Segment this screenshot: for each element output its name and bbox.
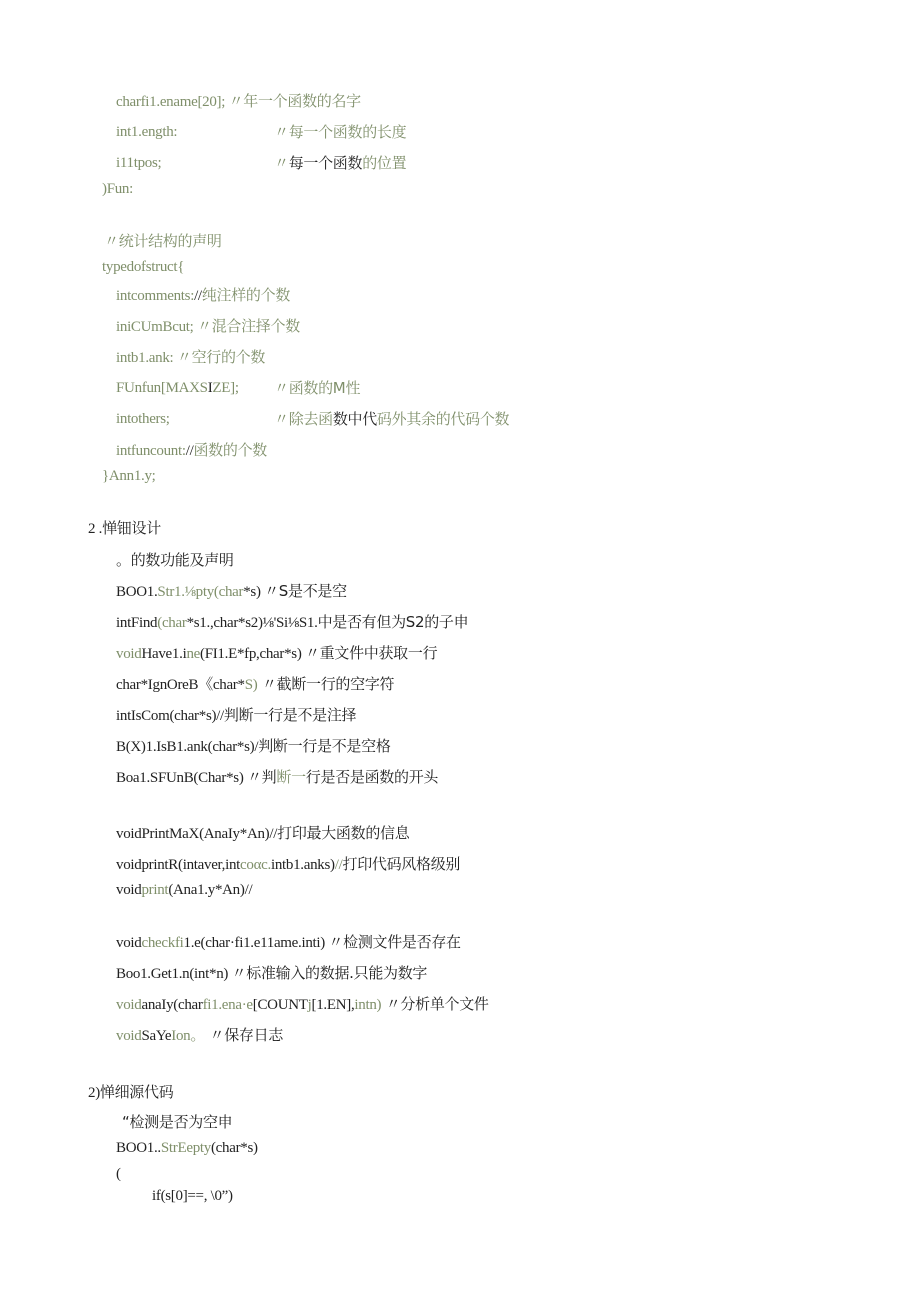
text-segment: 〃空行的个数 [176,348,266,366]
text-line [116,767,438,788]
text-line [88,518,161,539]
text-line [116,1138,258,1158]
text-segment: 中是否有但为S2的子申 [317,613,469,631]
text-line [274,409,509,430]
text-line [116,409,170,429]
text-line [116,963,427,984]
text-line [116,1164,121,1184]
text-segment: // [185,443,194,459]
text-segment: B(X)1.IsB1.ank(char*s)/ [116,739,259,755]
text-segment: 纯注样的个数 [201,286,291,304]
text-segment: // [194,288,202,304]
text-segment: FUnfun[MAXS [116,380,208,396]
text-line [116,674,394,695]
text-segment: Boo1.Get1.n(int*n) [116,966,232,982]
text-segment: 〃 [274,154,289,172]
text-segment: *s1.,char*s2)⅛'Si⅛S1. [186,615,318,631]
text-segment: charfi1.ename[20]; [116,94,229,110]
text-segment: I [207,380,213,396]
text-segment: 〃判 [246,768,277,786]
text-line [116,880,252,900]
text-segment: intIsCom(char*s)// [116,708,224,724]
text-segment: ZE]; [212,380,239,396]
text-segment: print [141,882,169,898]
text-segment: (char*s) [210,1140,258,1156]
text-segment: }Ann1.y; [102,468,156,484]
text-segment: 〃保存日志 [205,1026,284,1044]
text-segment: 〃每一个函数的长度 [274,123,407,141]
text-segment: anaIy(char [141,997,203,1013]
text-segment: Boa1.SFUnB(Char*s) [116,770,247,786]
text-segment: j [307,997,312,1013]
text-segment: 断一 [276,768,306,786]
text-line [104,231,222,252]
text-segment: intn) [354,997,382,1013]
text-segment: 〃截断一行的空字符 [257,675,395,693]
text-line [116,378,239,398]
text-line [122,1112,232,1133]
text-segment: 惮细源代码 [99,1083,174,1101]
text-segment: 〃除去函 [274,410,333,428]
text-line [116,316,300,337]
text-line [116,550,234,571]
text-segment: 〃重文件中获取一行 [304,644,438,662]
text-line [274,153,406,174]
text-segment: “检测是否为空申 [122,1113,233,1131]
text-segment: if(s[0]==, \0”) [152,1188,233,1204]
text-segment: 行是否是函数的开头 [305,768,439,786]
text-segment: 〃年一个函数的名字 [228,92,361,110]
text-line [152,1186,233,1206]
text-segment: 2 . [88,521,103,537]
text-segment: 码外其余的代码个数 [376,410,510,428]
text-segment: (FI1.E*fp,char*s) [200,646,305,662]
text-segment: intfuncount: [116,443,186,459]
text-line [274,122,406,143]
text-segment: 〃混合注择个数 [197,317,300,335]
text-line [116,440,267,461]
text-line [116,994,489,1015]
text-line [102,179,133,199]
text-line [116,736,391,757]
text-segment: 函数的个数 [193,441,267,459]
text-line [88,1082,173,1103]
text-segment: 1.e(char·fi1.e11ame.inti) [183,935,329,951]
text-segment: 〃标准输入的数据.只能为数字 [231,964,428,982]
text-line [116,91,361,112]
text-segment: 的位置 [362,154,407,172]
text-segment: fi1.ena·e [202,997,253,1013]
text-segment: 数中代 [332,410,377,428]
text-line [116,122,177,142]
text-segment: 打印代码风格级别 [342,855,461,873]
text-segment: ne [186,646,200,662]
text-segment: Str1.⅛pty(char [157,584,244,600]
text-segment: typedofstruct{ [102,259,185,275]
text-segment: intb1.anks) [270,857,335,873]
text-segment: *s) [243,584,265,600]
text-line [116,643,437,664]
text-segment: intcomments: [116,288,195,304]
text-segment: 判断一行是不是空格 [258,737,391,755]
text-segment: StrEepty [160,1140,211,1156]
text-segment: void [116,646,142,662]
text-segment: voidPrintMaX(AnaIy*An)// [116,826,278,842]
text-line [102,466,156,486]
text-segment: 〃函数的M性 [274,379,361,397]
text-line [274,378,360,399]
text-segment: 打印最大函数的信息 [277,824,410,842]
text-segment: 惮钿设计 [102,519,161,537]
text-segment: voidprintR(intaver,int [116,857,241,873]
text-segment: 2) [88,1085,100,1101]
text-line [116,612,468,633]
text-line [116,581,347,602]
text-segment: 〃S是不是空 [264,582,347,600]
text-line [116,153,161,173]
text-segment: 〃统计结构的声明 [104,232,222,250]
text-segment: i11tpos; [116,155,162,171]
text-segment: void [116,882,142,898]
text-segment: [1.EN], [311,997,355,1013]
text-segment: (char [157,615,187,631]
text-line [116,347,265,368]
text-segment: void [116,1028,142,1044]
text-segment: iniCUmBcut; [116,319,197,335]
text-segment: 〃检测文件是否存在 [328,933,461,951]
text-segment: SaYe [141,1028,172,1044]
text-line [116,1025,283,1046]
text-segment: coαc. [240,857,271,873]
text-segment: BOO1. [116,584,158,600]
text-line [116,823,409,844]
text-segment: Ion。 [171,1028,206,1044]
text-segment: intb1.ank: [116,350,177,366]
text-line [116,854,460,875]
text-segment: )Fun: [102,181,134,197]
text-segment: 每一个函数 [288,154,363,172]
text-segment: 判断一行是不是注择 [223,706,357,724]
text-segment: intFind [116,615,158,631]
text-segment: S) [244,677,258,693]
text-segment: char*IgnOreB《char* [116,677,245,693]
text-line [116,932,461,953]
text-segment: 。的数功能及声明 [116,551,234,569]
text-segment: BOO1.. [116,1140,161,1156]
text-segment: void [116,997,142,1013]
text-segment: checkfi [141,935,184,951]
text-line [116,705,356,726]
text-segment: void [116,935,142,951]
text-line [102,257,184,277]
text-segment: Have1.i [141,646,187,662]
text-segment: // [334,857,343,873]
text-segment: (Ana1.y*An)// [168,882,253,898]
text-segment: int1.ength: [116,124,178,140]
text-segment: [COUNT [252,997,308,1013]
text-segment: ( [116,1166,121,1182]
text-line [116,285,290,306]
text-segment: 〃分析单个文件 [381,995,489,1013]
text-segment: intothers; [116,411,170,427]
